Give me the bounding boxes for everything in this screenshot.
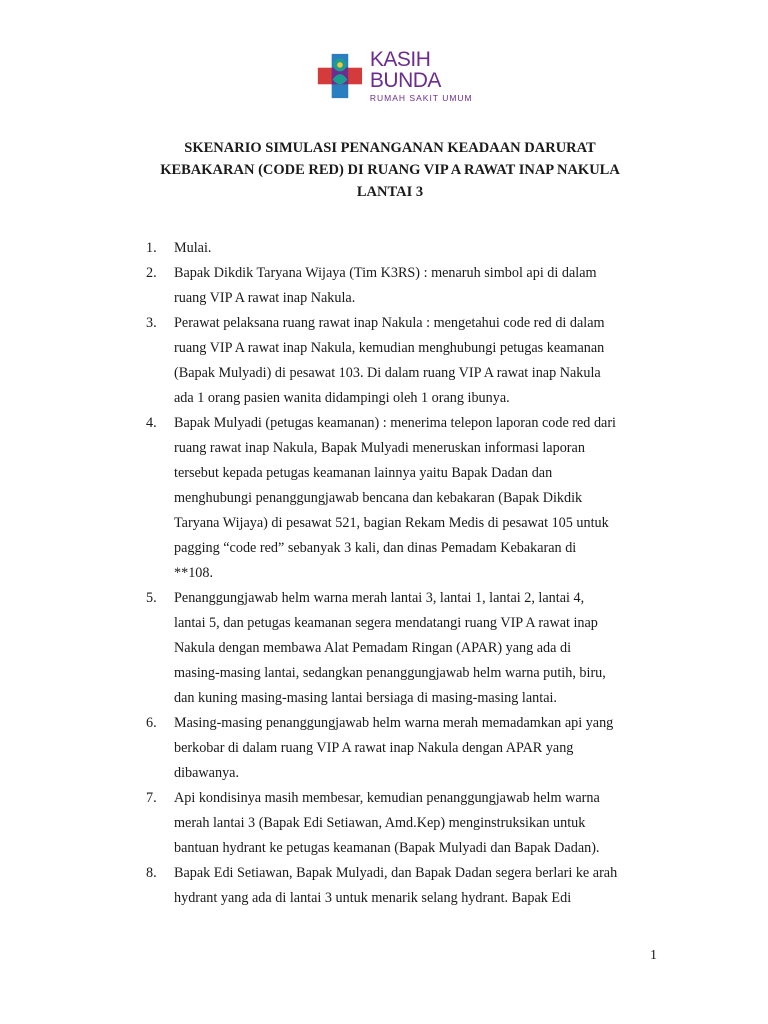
list-item [0, 786, 768, 861]
step-line: ada 1 orang pasien wanita didampingi oleh 1 orang ibunya. [174, 390, 510, 406]
title-line: SKENARIO SIMULASI PENANGANAN KEADAAN DARURAT [184, 140, 596, 156]
page-number: 1 [650, 948, 657, 963]
step-number: 3. [146, 315, 157, 331]
step-number: 2. [146, 265, 157, 281]
list-item [0, 236, 768, 261]
step-line: Nakula dengan membawa Alat Pemadam Ringan (APAR) yang ada di [174, 640, 572, 656]
list-item [0, 586, 768, 711]
list-item [0, 311, 768, 411]
cross-logo-icon [316, 50, 364, 102]
step-line: menghubungi penanggungjawab bencana dan kebakaran (Bapak Dikdik [174, 490, 583, 506]
step-line: **108. [174, 565, 214, 581]
logo-name: KASIH BUNDA [369, 48, 441, 93]
step-line: merah lantai 3 (Bapak Edi Setiawan, Amd.Kep) menginstruksikan untuk [174, 815, 586, 831]
step-line: tersebut kepada petugas keamanan lainnya yaitu Bapak Dadan dan [174, 465, 553, 481]
step-line: Masing-masing penanggungjawab helm warna merah memadamkan api yang [174, 715, 614, 731]
document-title [130, 137, 650, 203]
step-line: (Bapak Mulyadi) di pesawat 103. Di dalam ruang VIP A rawat inap Nakula [174, 365, 601, 381]
step-number: 7. [146, 790, 157, 806]
step-line: masing-masing lantai, sedangkan penanggungjawab helm warna putih, biru, [174, 665, 606, 681]
step-line: dan kuning masing-masing lantai bersiaga di masing-masing lantai. [174, 690, 557, 706]
list-item [0, 711, 768, 786]
step-line: Taryana Wijaya) di pesawat 521, bagian Rekam Medis di pesawat 105 untuk [174, 515, 609, 531]
step-line: Bapak Edi Setiawan, Bapak Mulyadi, dan Bapak Dadan segera berlari ke arah [174, 865, 618, 881]
step-line: bantuan hydrant ke petugas keamanan (Bapak Mulyadi dan Bapak Dadan). [174, 840, 600, 856]
step-line: berkobar di dalam ruang VIP A rawat inap Nakula dengan APAR yang [174, 740, 574, 756]
list-item [0, 261, 768, 311]
logo-subtitle: RUMAH SAKIT UMUM [369, 93, 473, 104]
step-line: Mulai. [174, 240, 212, 256]
list-item [0, 861, 768, 911]
scenario-steps-list [0, 236, 768, 911]
step-line: ruang VIP A rawat inap Nakula, kemudian menghubungi petugas keamanan [174, 340, 605, 356]
step-line: Perawat pelaksana ruang rawat inap Nakula : mengetahui code red di dalam [174, 315, 605, 331]
step-line: pagging “code red” sebanyak 3 kali, dan dinas Pemadam Kebakaran di [174, 540, 577, 556]
title-line: LANTAI 3 [356, 184, 424, 200]
step-number: 6. [146, 715, 157, 731]
step-line: lantai 5, dan petugas keamanan segera mendatangi ruang VIP A rawat inap [174, 615, 598, 631]
hospital-logo [316, 48, 496, 104]
step-line: ruang rawat inap Nakula, Bapak Mulyadi meneruskan informasi laporan [174, 440, 585, 456]
step-number: 4. [146, 415, 157, 431]
step-number: 8. [146, 865, 157, 881]
step-line: Api kondisinya masih membesar, kemudian penanggungjawab helm warna [174, 790, 600, 806]
step-number: 1. [146, 240, 157, 256]
step-line: Bapak Mulyadi (petugas keamanan) : menerima telepon laporan code red dari [174, 415, 617, 431]
title-line: KEBAKARAN (CODE RED) DI RUANG VIP A RAWAT INAP NAKULA [160, 162, 620, 178]
step-line: Bapak Dikdik Taryana Wijaya (Tim K3RS) : menaruh simbol api di dalam [174, 265, 597, 281]
step-line: Penanggungjawab helm warna merah lantai 3, lantai 1, lantai 2, lantai 4, [174, 590, 585, 606]
list-item [0, 411, 768, 586]
step-number: 5. [146, 590, 157, 606]
step-line: dibawanya. [174, 765, 240, 781]
step-line: hydrant yang ada di lantai 3 untuk menarik selang hydrant. Bapak Edi [174, 890, 572, 906]
step-line: ruang VIP A rawat inap Nakula. [174, 290, 356, 306]
